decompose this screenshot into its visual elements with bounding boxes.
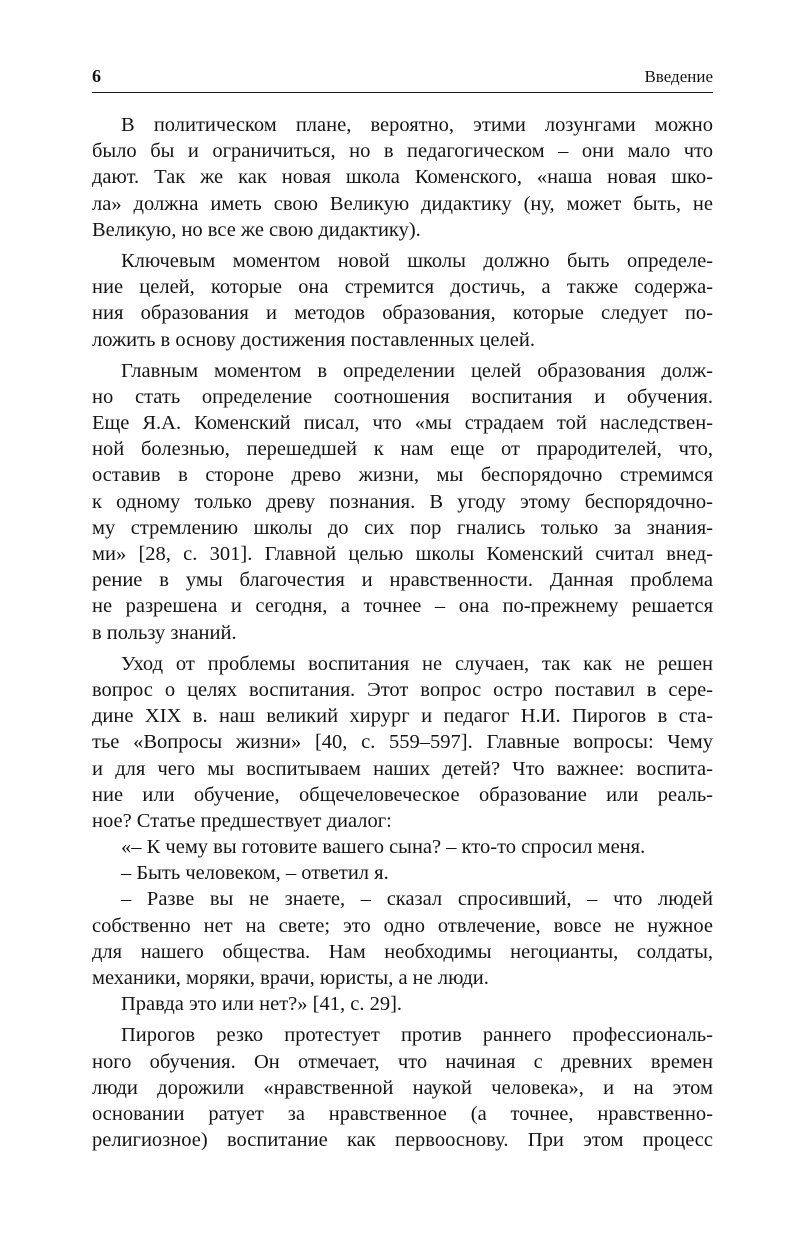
text-line: люди дорожили «нравственной наукой человека», и на этом — [92, 1076, 713, 1099]
text-line: Пирогов резко протестует против раннего профессиональ- — [121, 1024, 713, 1047]
text-line: дают. Так же как новая школа Коменского, «наша новая шко- — [92, 166, 713, 189]
paragraph — [92, 991, 713, 1017]
text-line: в пользу знаний. — [92, 621, 237, 644]
page-number: 6 — [92, 66, 101, 86]
paragraph — [92, 248, 713, 353]
text-line: ние целей, которые она стремится достичь, а также содержа- — [92, 276, 713, 299]
paragraph — [92, 651, 713, 834]
text-line: и для чего мы воспитываем наших детей? Что важнее: воспита- — [92, 757, 713, 780]
text-line: рение в умы благочестия и нравственности. Данная проблема — [92, 569, 713, 592]
text-line: не разрешена и сегодня, а точнее – она по-прежнему решается — [92, 595, 713, 618]
paragraph — [92, 112, 713, 243]
text-line: Еще Я.А. Коменский писал, что «мы страдаем той наследствен- — [92, 412, 713, 435]
text-line: механики, моряки, врачи, юристы, а не люди. — [92, 967, 489, 989]
text-line: ла» должна иметь свою Великую дидактику (ну, может быть, не — [92, 192, 713, 215]
text-line: Уход от проблемы воспитания не случаен, так как не решен — [121, 652, 713, 675]
text-line: тье «Вопросы жизни» [40, с. 559–597]. Главные вопросы: Чему — [92, 731, 713, 754]
text-line: ной болезнью, перешедшей к нам еще от прародителей, что, — [92, 438, 713, 461]
text-line: Главным моментом в определении целей образования долж- — [121, 359, 713, 382]
text-line: «– К чему вы готовите вашего сына? – кто-то спросил меня. — [121, 836, 646, 859]
paragraph — [92, 860, 713, 886]
text-line: к одному только древу познания. В угоду этому беспорядочно- — [92, 490, 713, 513]
text-line: ние или обучение, общечеловеческое образование или реаль- — [92, 783, 713, 806]
text-line: вопрос о целях воспитания. Этот вопрос остро поставил в сере- — [92, 678, 713, 701]
text-line: ложить в основу достижения поставленных целей. — [92, 328, 535, 351]
text-line: основании ратует за нравственное (а точнее, нравственно- — [92, 1102, 713, 1125]
book-page — [92, 66, 713, 1153]
paragraph — [92, 886, 713, 991]
text-line: ми» [28, с. 301]. Главной целью школы Коменский считал внед- — [92, 543, 713, 565]
section-title: Введение — [644, 67, 713, 86]
text-line: дине XIX в. наш великий хирург и педагог Н.И. Пирогов в ста- — [92, 705, 713, 728]
paragraph — [92, 358, 713, 646]
text-line: В политическом плане, вероятно, этими лозунгами можно — [121, 114, 713, 136]
body-text — [92, 112, 713, 1153]
text-line: но стать определение соотношения воспитания и обучения. — [92, 385, 713, 408]
text-line: – Быть человеком, – ответил я. — [121, 862, 389, 885]
text-line: было бы и ограничиться, но в педагогическом – они мало что — [92, 140, 713, 163]
paragraph — [92, 834, 713, 860]
paragraph — [92, 1022, 713, 1153]
text-line: ного обучения. Он отмечает, что начиная с древних времен — [92, 1050, 713, 1073]
running-head — [92, 66, 713, 93]
text-line: ное? Статье предшествует диалог: — [92, 809, 392, 832]
text-line: собственно нет на свете; это одно отвлечение, вовсе не нужное — [92, 914, 713, 937]
text-line: оставив в стороне древо жизни, мы беспорядочно стремимся — [92, 464, 713, 487]
text-line: Великую, но все же свою дидактику). — [92, 218, 421, 241]
text-line: ния образования и методов образования, которые следует по- — [92, 302, 713, 325]
text-line: религиозное) воспитание как первооснову. При этом процесс — [92, 1129, 713, 1152]
text-line: Правда это или нет?» [41, с. 29]. — [121, 993, 403, 1016]
text-line: Ключевым моментом новой школы должно быть определе- — [121, 249, 713, 272]
text-line: му стремлению школы до сих пор гнались только за знания- — [92, 516, 713, 539]
text-line: для нашего общества. Нам необходимы негоцианты, солдаты, — [92, 940, 713, 963]
text-line: – Разве вы не знаете, – сказал спросивший, – что людей — [121, 888, 713, 911]
